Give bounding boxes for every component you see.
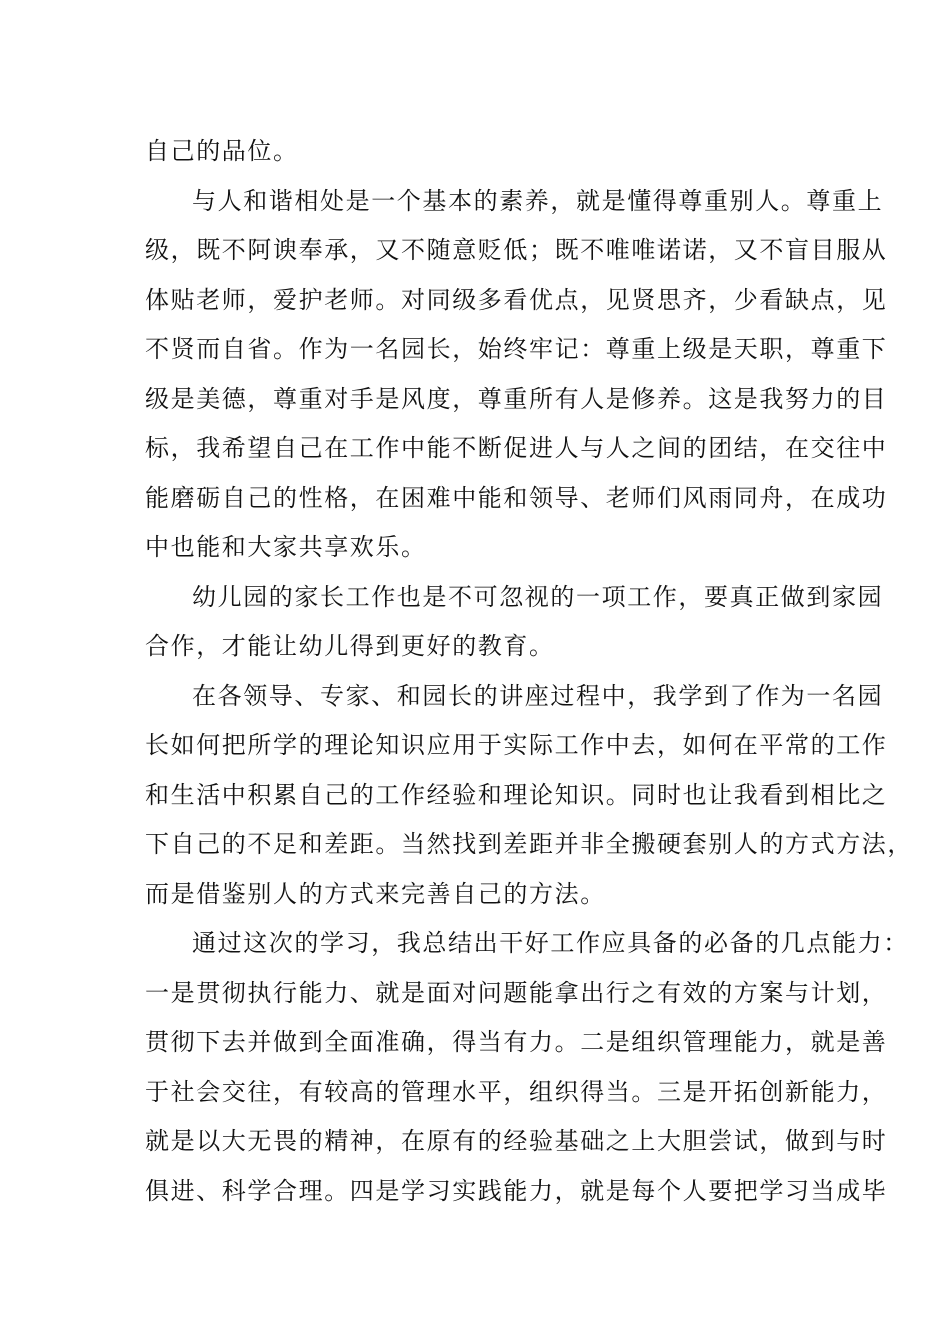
paragraph-3 [145, 573, 884, 672]
text-line: 自己的品位。 [145, 137, 299, 165]
text-line: 俱进、科学合理。四是学习实践能力，就是每个人要把学习当成毕 [145, 1176, 888, 1205]
text-line: 长如何把所学的理论知识应用于实际工作中去，如何在平常的工作 [145, 731, 888, 759]
text-line: 合作，才能让幼儿得到更好的教育。 [145, 632, 555, 660]
text-line: 级，既不阿谀奉承，又不随意贬低；既不唯唯诺诺，又不盲目服从 [145, 236, 888, 264]
text-line: 一是贯彻执行能力、就是面对问题能拿出行之有效的方案与计划， [145, 978, 888, 1007]
text-line: 下自己的不足和差距。当然找到差距并非全搬硬套别人的方式方法， [145, 830, 913, 858]
text-line: 就是以大无畏的精神，在原有的经验基础之上大胆尝试，做到与时 [145, 1127, 888, 1155]
text-line: 与人和谐相处是一个基本的素养，就是懂得尊重别人。尊重上 [192, 186, 884, 215]
text-line: 不贤而自省。作为一名园长，始终牢记：尊重上级是天职，尊重下 [145, 335, 888, 363]
text-line: 和生活中积累自己的工作经验和理论知识。同时也让我看到相比之 [145, 780, 888, 809]
text-line: 幼儿园的家长工作也是不可忽视的一项工作，要真正做到家园 [192, 582, 884, 611]
text-line: 而是借鉴别人的方式来完善自己的方法。 [145, 879, 606, 908]
text-line: 能磨砺自己的性格，在困难中能和领导、老师们风雨同舟，在成功 [145, 483, 888, 512]
document-body [145, 127, 913, 1216]
paragraph-4 [145, 672, 913, 920]
paragraph-2 [145, 177, 888, 573]
text-line: 通过这次的学习，我总结出干好工作应具备的必备的几点能力： [192, 929, 909, 957]
text-line: 在各领导、专家、和园长的讲座过程中，我学到了作为一名园 [192, 681, 884, 710]
text-line: 于社会交往，有较高的管理水平，组织得当。三是开拓创新能力， [145, 1077, 888, 1106]
paragraph-1 [145, 127, 825, 177]
text-line: 级是美德，尊重对手是风度，尊重所有人是修养。这是我努力的目 [145, 384, 888, 413]
paragraph-5 [145, 919, 909, 1216]
text-line: 体贴老师，爱护老师。对同级多看优点，见贤思齐，少看缺点，见 [145, 285, 888, 314]
text-line: 中也能和大家共享欢乐。 [145, 533, 427, 561]
text-line: 贯彻下去并做到全面准确，得当有力。二是组织管理能力，就是善 [145, 1028, 888, 1056]
text-line: 标，我希望自己在工作中能不断促进人与人之间的团结，在交往中 [145, 434, 888, 462]
